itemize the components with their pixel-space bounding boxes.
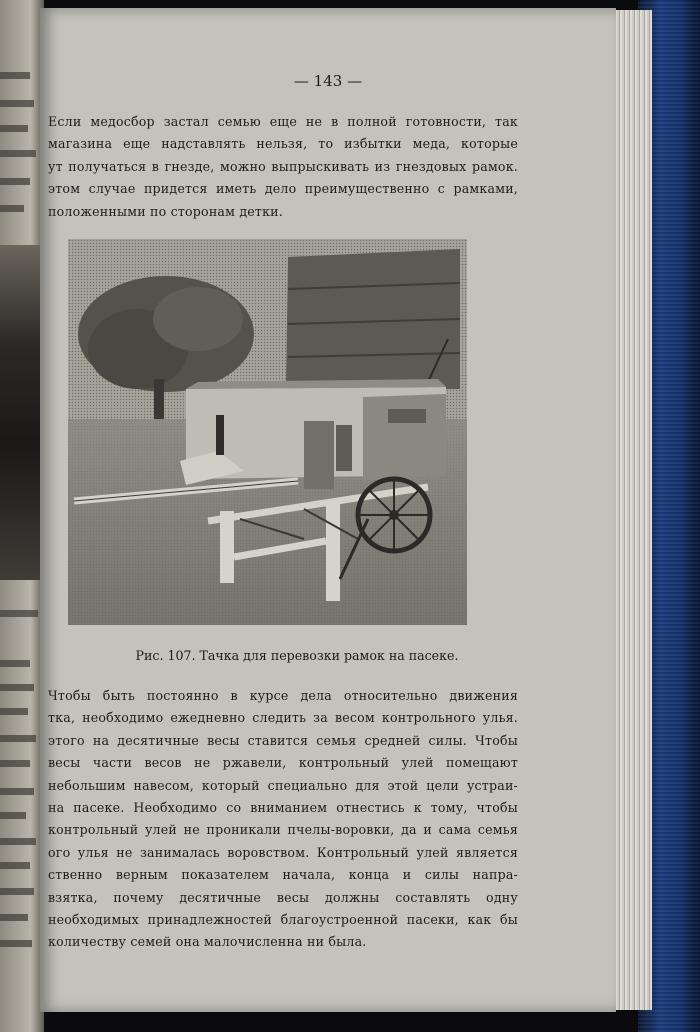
text-line: магазина еще надставлять нельзя, то избытки меда, которые: [48, 136, 518, 152]
figure-caption: Рис. 107. Тачка для перевозки рамок на пасеке.: [135, 648, 459, 663]
wheelbarrow-engraving: [68, 239, 467, 625]
text-line: ственно верным показателем начала, конца и силы напра-: [48, 867, 518, 883]
text-line: контрольный улей не проникали пчелы-воровки, да и сама семья: [48, 822, 518, 838]
text-line: тка, необходимо ежедневно следить за весом контрольного улья.: [48, 710, 518, 726]
text-line: количеству семей она малочисленна ни была.: [48, 934, 367, 950]
wheelbarrow-illustration: [68, 239, 467, 625]
paragraph-control-hive: [48, 685, 518, 954]
page-edges: [612, 10, 652, 1010]
text-line: ого улья не занималась воровством. Контрольный улей является: [48, 844, 518, 860]
text-line: этого на десятичные весы ставится семья средней силы. Чтобы: [48, 732, 518, 748]
text-line: на пасеке. Необходимо со вниманием отнестись к тому, чтобы: [48, 800, 518, 816]
text-line: необходимых принадлежностей благоустроенной пасеки, как бы: [48, 912, 518, 928]
text-line: Если медосбор застал семью еще не в полной готовности, так: [48, 114, 518, 129]
text-line: этом случае придется иметь дело преимущественно с рамками,: [48, 181, 518, 197]
text-line: небольшим навесом, который специально для этой цели устраи-: [48, 777, 518, 793]
text-line: взятка, почему десятичные весы должны составлять одну: [48, 889, 518, 905]
left-page-photo: [0, 245, 40, 580]
page-number: — 143 —: [293, 72, 363, 90]
text-line: положенными по сторонам детки.: [48, 203, 283, 219]
text-line: ут получаться в гнезде, можно выпрыскивать из гнездовых рамок.: [48, 158, 518, 174]
text-line: весы части весов не ржавели, контрольный улей помещают: [48, 755, 518, 771]
text-line: Чтобы быть постоянно в курсе дела относительно движения: [48, 688, 518, 703]
book-page: [40, 8, 616, 1012]
paragraph-honey-harvest: [48, 111, 518, 223]
left-page-fragment: [0, 0, 44, 1032]
